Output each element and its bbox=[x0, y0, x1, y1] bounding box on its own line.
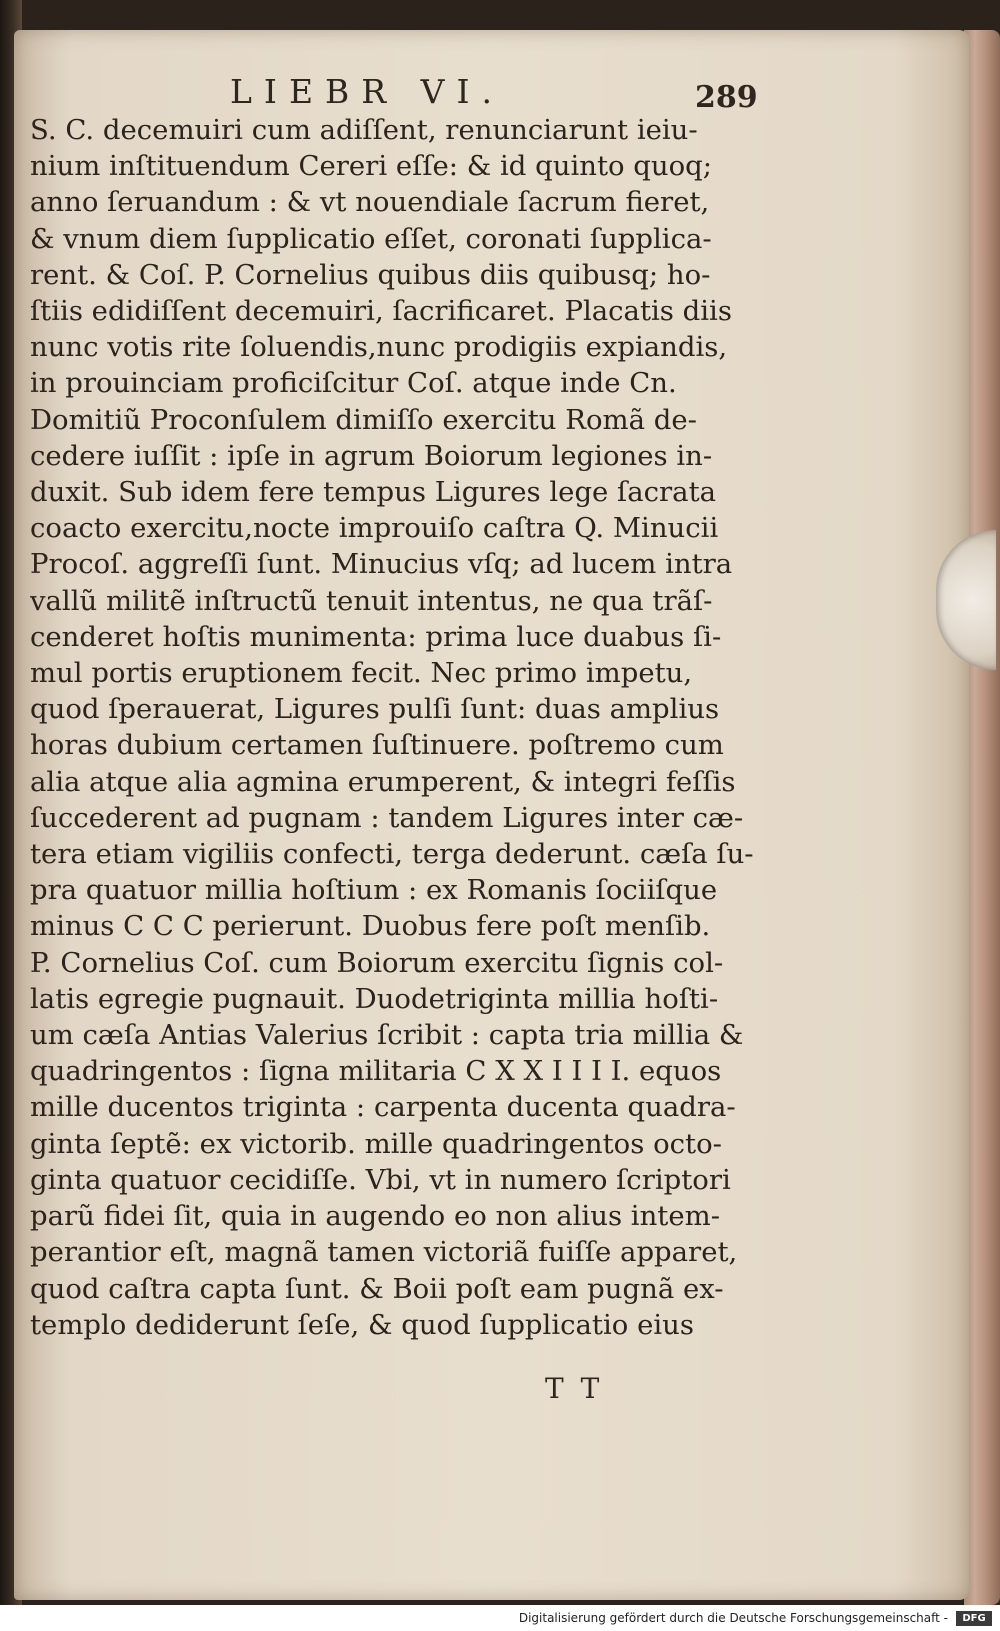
text-line: ginta quatuor cecidiſſe. Vbi, vt in numero ſcriptori bbox=[30, 1163, 731, 1196]
text-line: tera etiam vigiliis confecti, terga dederunt. cæſa ſu- bbox=[30, 838, 754, 871]
text-line: perantior eſt, magnã tamen victoriã fuiſſe apparet, bbox=[30, 1236, 738, 1269]
text-line: templo dediderunt ſeſe, & quod ſupplicatio eius bbox=[30, 1308, 694, 1341]
text-line: S. C. decemuiri cum adiſſent, renunciarunt ieiu- bbox=[30, 114, 698, 146]
text-line: & vnum diem ſupplicatio eſſet, coronati ſupplica- bbox=[30, 222, 712, 255]
bleed-through-margin bbox=[4, 1000, 18, 1420]
text-line: coacto exercitu,nocte improuiſo caſtra Q. Minucii bbox=[30, 512, 719, 545]
digitization-credit: Digitalisierung gefördert durch die Deutsche Forschungsgemeinschaft - bbox=[518, 1611, 948, 1625]
text-line: ginta ſeptẽ: ex victorib. mille quadringentos octo- bbox=[30, 1127, 722, 1160]
body-text bbox=[30, 112, 770, 1343]
text-line: mille ducentos triginta : carpenta ducenta quadra- bbox=[30, 1091, 736, 1124]
text-line: Domitiũ Proconſulem dimiſſo exercitu Romã de- bbox=[30, 403, 697, 436]
text-line: mul portis eruptionem fecit. Nec primo impetu, bbox=[30, 657, 693, 690]
footer-bar bbox=[0, 1605, 1000, 1631]
page-number: 289 bbox=[695, 80, 758, 115]
text-line: um cæſa Antias Valerius ſcribit : capta tria millia & bbox=[30, 1019, 744, 1052]
text-line: cenderet hoſtis munimenta: prima luce duabus ſi- bbox=[30, 620, 722, 653]
text-line: alia atque alia agmina erumperent, & integri feſſis bbox=[30, 765, 736, 798]
text-line: ſuccederent ad pugnam : tandem Ligures inter cæ- bbox=[30, 801, 744, 834]
text-line: quod ſperauerat, Ligures pulſi ſunt: duas amplius bbox=[30, 693, 720, 726]
text-line: duxit. Sub idem fere tempus Ligures lege ſacrata bbox=[30, 476, 717, 509]
text-line: cedere iuſſit : ipſe in agrum Boiorum legiones in- bbox=[30, 439, 713, 472]
text-line: parũ fidei ſit, quia in augendo eo non alius intem- bbox=[30, 1200, 720, 1233]
text-line: nunc votis rite ſoluendis,nunc prodigiis expiandis, bbox=[30, 331, 728, 364]
text-line: nium inſtituendum Cereri eſſe: & id quinto quoq; bbox=[30, 150, 713, 183]
dfg-logo-icon: DFG bbox=[956, 1611, 992, 1626]
running-head: LIEBR VI. bbox=[230, 72, 504, 111]
text-line: rent. & Coſ. P. Cornelius quibus diis quibusq; ho- bbox=[30, 258, 711, 291]
text-line: vallũ militẽ inſtructũ tenuit intentus, ne qua trãſ- bbox=[30, 584, 713, 617]
text-line: quod caſtra capta ſunt. & Boii poſt eam pugnã ex- bbox=[30, 1272, 724, 1305]
page-edge-stack bbox=[964, 30, 1000, 1605]
text-line: minus C C C perierunt. Duobus fere poſt menſib. bbox=[30, 910, 711, 943]
text-line: ſtiis edidiſſent decemuiri, ſacrificaret. Placatis diis bbox=[30, 295, 732, 328]
text-line: horas dubium certamen ſuſtinuere. poſtremo cum bbox=[30, 729, 724, 762]
text-line: quadringentos : ſigna militaria C X X I I I I. equos bbox=[30, 1055, 722, 1088]
text-line: anno ſeruandum : & vt nouendiale ſacrum fieret, bbox=[30, 186, 710, 219]
text-line: Procoſ. aggreſſi ſunt. Minucius vſq; ad lucem intra bbox=[30, 548, 733, 581]
text-line: P. Cornelius Coſ. cum Boiorum exercitu ſignis col- bbox=[30, 946, 724, 979]
text-line: in prouinciam proficiſcitur Coſ. atque inde Cn. bbox=[30, 367, 677, 400]
text-line: latis egregie pugnauit. Duodetriginta millia hoſti- bbox=[30, 982, 719, 1015]
text-line: pra quatuor millia hoſtium : ex Romanis ſociiſque bbox=[30, 874, 718, 907]
signature-mark: T T bbox=[545, 1372, 604, 1405]
